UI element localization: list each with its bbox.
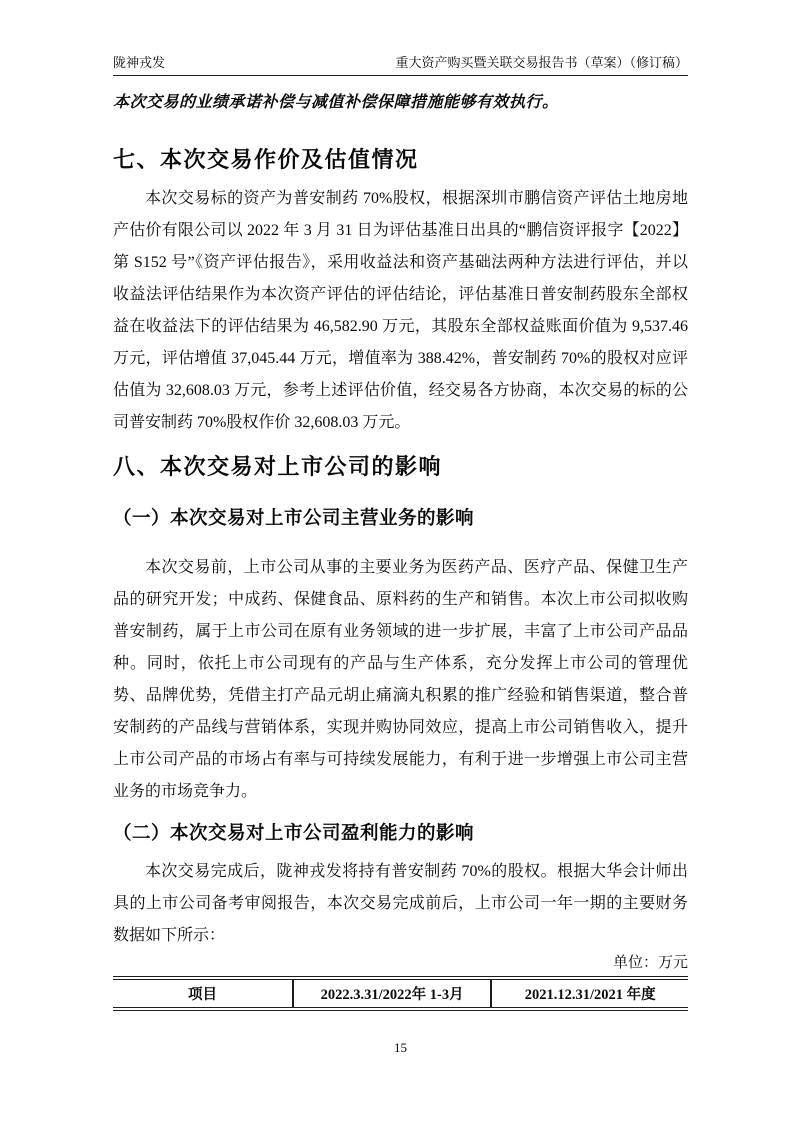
table-unit-label: 单位：万元 [612,955,688,971]
paragraph-business-impact: 本次交易前，上市公司从事的主要业务为医药产品、医疗产品、保健卫生产品的研究开发；中成药、保健食品、原料药的生产和销售。本次上市公司拟收购普安制药，属于上市公司在原有业务领域的进一步扩展，丰富了上市公司产品品种。同时，依托上市公司现有的产品与生产体系，充分发挥上市公司的管理优势、品牌优势，凭借主打产品元胡止痛滴丸积累的推广经验和销售渠道，整合普安制药的产品线与营销体系，实现并购协同效应，提高上市公司销售收入，提升上市公司产品的市场占有率与可持续发展能力，有利于进一步增强上市公司主营业务的市场竞争力。 [113,559,688,800]
header-company-name: 陇神戎发 [113,55,166,70]
header-report-title: 重大资产购买暨关联交易报告书（草案）（修订稿） [395,55,688,70]
subsection-heading-business-impact: （一）本次交易对上市公司主营业务的影响 [113,507,475,528]
table-header-period-2021: 2021.12.31/2021 年度 [491,978,688,1009]
section-heading-pricing: 七、本次交易作价及估值情况 [113,147,419,172]
page-content [113,0,688,1011]
paragraph-profit-impact: 本次交易完成后，陇神戎发将持有普安制药 70%的股权。根据大华会计师出具的上市公司备考审阅报告，本次交易完成前后，上市公司一年一期的主要财务数据如下所示： [113,863,688,944]
page-number: 15 [394,1040,407,1055]
running-header [113,0,688,76]
financial-data-table [113,976,688,1011]
table-header-item: 项目 [187,987,217,1003]
subsection-heading-profit-impact: （二）本次交易对上市公司盈利能力的影响 [113,822,475,843]
section-heading-impact: 八、本次交易对上市公司的影响 [113,454,443,479]
intro-bold-statement: 本次交易的业绩承诺补偿与减值补偿保障措施能够有效执行。 [113,94,559,111]
table-header-period-2022: 2022.3.31/2022年 1-3月 [293,978,491,1009]
paragraph-pricing: 本次交易标的资产为普安制药 70%股权，根据深圳市鹏信资产评估土地房地产估价有限公司以 2022 年 3 月 31 日为评估基准日出具的“鹏信资评报字【2022】第 S152 号”《资产评估报告》，采用收益法和资产基础法两种方法进行评估，并以收益法评估结果作为本次资产评估的评估结论，评估基准日普安制药股东全部权益在收益法下的评估结果为 46,582.90 万元，其股东全部权益账面价值为 9,537.46 万元，评估增值 37,045.44 万元，增值率为 388.42%，普安制药 70%的股权对应评估值为 32,608.03 万元，参考上述评估价值，经交易各方协商，本次交易的标的公司普安制药 70%股权作价 32,608.03 万元。 [113,190,688,431]
table-header-row [113,978,688,1009]
